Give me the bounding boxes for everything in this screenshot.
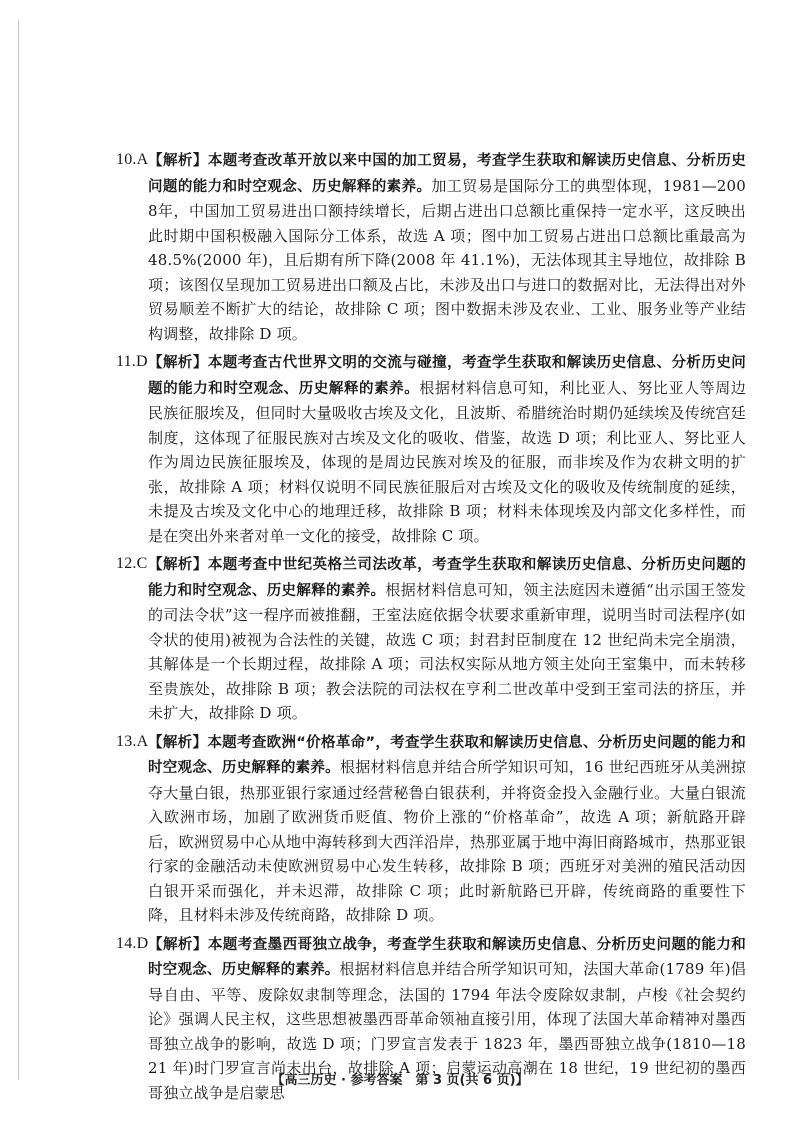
analysis-body: 根据材料信息并结合所学知识可知，16 世纪西班牙从美洲掠夺大量白银，热那亚银行家通过经营秘鲁白银获利，并将资金投入金融行业。大量白银流入欧洲市场，加剧了欧洲货币贬值、物价上涨的“价格革命”，故选 A 项；新航路开辟后，欧洲贸易中心从地中海转移到大西洋沿岸，热那亚属于地中海旧商路城市，热那亚银行家的金融活动未使欧洲贸易中心发生转移，故排除 B 项；西班牙对美洲的殖民活动因白银开采而强化，并未迟滞，故排除 C 项；此时新航路已开辟，传统商路的重要性下降，且材料未涉及传统商路，故排除 D 项。 bbox=[148, 758, 746, 924]
question-number: 12.C bbox=[116, 555, 148, 572]
analysis-tag: 【解析】 bbox=[148, 153, 208, 169]
analysis-body: 根据材料信息并结合所学知识可知，法国大革命(1789 年)倡导自由、平等、废除奴隶制等理念，法国的 1794 年法令废除奴隶制，卢梭《社会契约论》强调人民主权，这些思想被墨西哥革命领袖直接引用，体现了法国大革命精神对墨西哥独立战争的影响，故选 D 项；门罗宣言发表于 1823 年，墨西哥独立战争(1810—1821 年)时门罗宣言尚未出台，故排除 A 项；启蒙运动高潮在 18 世纪，19 世纪初的墨西哥独立战争是启蒙思 bbox=[148, 960, 746, 1102]
answer-item-10 bbox=[116, 148, 746, 346]
analysis-tag: 【解析】 bbox=[148, 355, 208, 371]
analysis-focus: 本题考查古代世界文明的交流与碰撞，考查学生获取和解读历史信息、分析历史问题的能力和时空观念、历史解释的素养。 bbox=[148, 355, 746, 397]
answer-item-11 bbox=[116, 350, 746, 548]
analysis-body: 加工贸易是国际分工的典型体现，1981—2008年，中国加工贸易进出口额持续增长，后期占进出口总额比重保持一定水平，这反映出此时期中国积极融入国际分工体系，故选 A 项；图中加工贸易占进出口总额比重最高为 48.5%(2000 年)，且后期有所下降(2008 年 41.1%)，无法体现其主导地位，故排除 B 项；该图仅呈现加工贸易进出口额及占比，未涉及出口与进口的数据对比，无法得出对外贸易顺差不断扩大的结论，故排除 C 项；图中数据未涉及农业、工业、服务业等产业结构调整，故排除 D 项。 bbox=[148, 176, 746, 343]
page-footer: 【高三历史 · 参考答案 第 3 页(共 6 页)】 bbox=[271, 1073, 529, 1088]
answer-list bbox=[116, 148, 746, 1109]
analysis-tag: 【解析】 bbox=[148, 734, 208, 751]
question-number: 13.A bbox=[116, 732, 149, 750]
question-number: 14.D bbox=[116, 934, 149, 952]
question-number: 11.D bbox=[116, 353, 148, 370]
analysis-tag: 【解析】 bbox=[148, 936, 208, 953]
analysis-focus: 本题考查欧洲“价格革命”，考查学生获取和解读历史信息、分析历史问题的能力和时空观念、历史解释的素养。 bbox=[148, 734, 746, 776]
answer-item-12 bbox=[116, 552, 746, 726]
page-edge-line bbox=[18, 20, 19, 1080]
answer-item-13 bbox=[116, 730, 746, 928]
analysis-focus: 本题考查改革开放以来中国的加工贸易，考查学生获取和解读历史信息、分析历史问题的能力和时空观念、历史解释的素养。 bbox=[148, 153, 746, 195]
question-number: 10.A bbox=[116, 151, 149, 168]
analysis-focus: 本题考查墨西哥独立战争，考查学生获取和解读历史信息、分析历史问题的能力和时空观念、历史解释的素养。 bbox=[148, 936, 746, 978]
analysis-focus: 本题考查中世纪英格兰司法改革，考查学生获取和解读历史信息、分析历史问题的能力和时空观念、历史解释的素养。 bbox=[148, 557, 746, 599]
analysis-tag: 【解析】 bbox=[148, 557, 208, 573]
analysis-body: 根据材料信息可知，领主法庭因未遵循“出示国王签发的司法令状”这一程序而被推翻，王室法庭依据令状要求重新审理，说明当时司法程序(如令状的使用)被视为合法性的关键，故选 C 项；封君封臣制度在 12 世纪尚未完全崩溃，其解体是一个长期过程，故排除 A 项；司法权实际从地方领主处向王室集中，而未转移至贵族处，故排除 B 项；教会法院的司法权在亨利二世改革中受到王室司法的挤压，并未扩大，故排除 D 项。 bbox=[148, 580, 746, 722]
analysis-body: 根据材料信息可知，利比亚人、努比亚人等周边民族征服埃及，但同时大量吸收古埃及文化，且波斯、希腊统治时期仍延续埃及传统宫廷制度，这体现了征服民族对古埃及文化的吸收、借鉴，故选 D 项；利比亚人、努比亚人作为周边民族征服埃及，体现的是周边民族对埃及的征服，而非埃及作为农耕文明的扩张，故排除 A 项；材料仅说明不同民族征服后对古埃及文化的吸收及传统制度的延续，未提及古埃及文化中心的地理迁移，故排除 B 项；材料未体现埃及内部文化多样性，而是在突出外来者对单一文化的接受，故排除 C 项。 bbox=[148, 378, 746, 545]
